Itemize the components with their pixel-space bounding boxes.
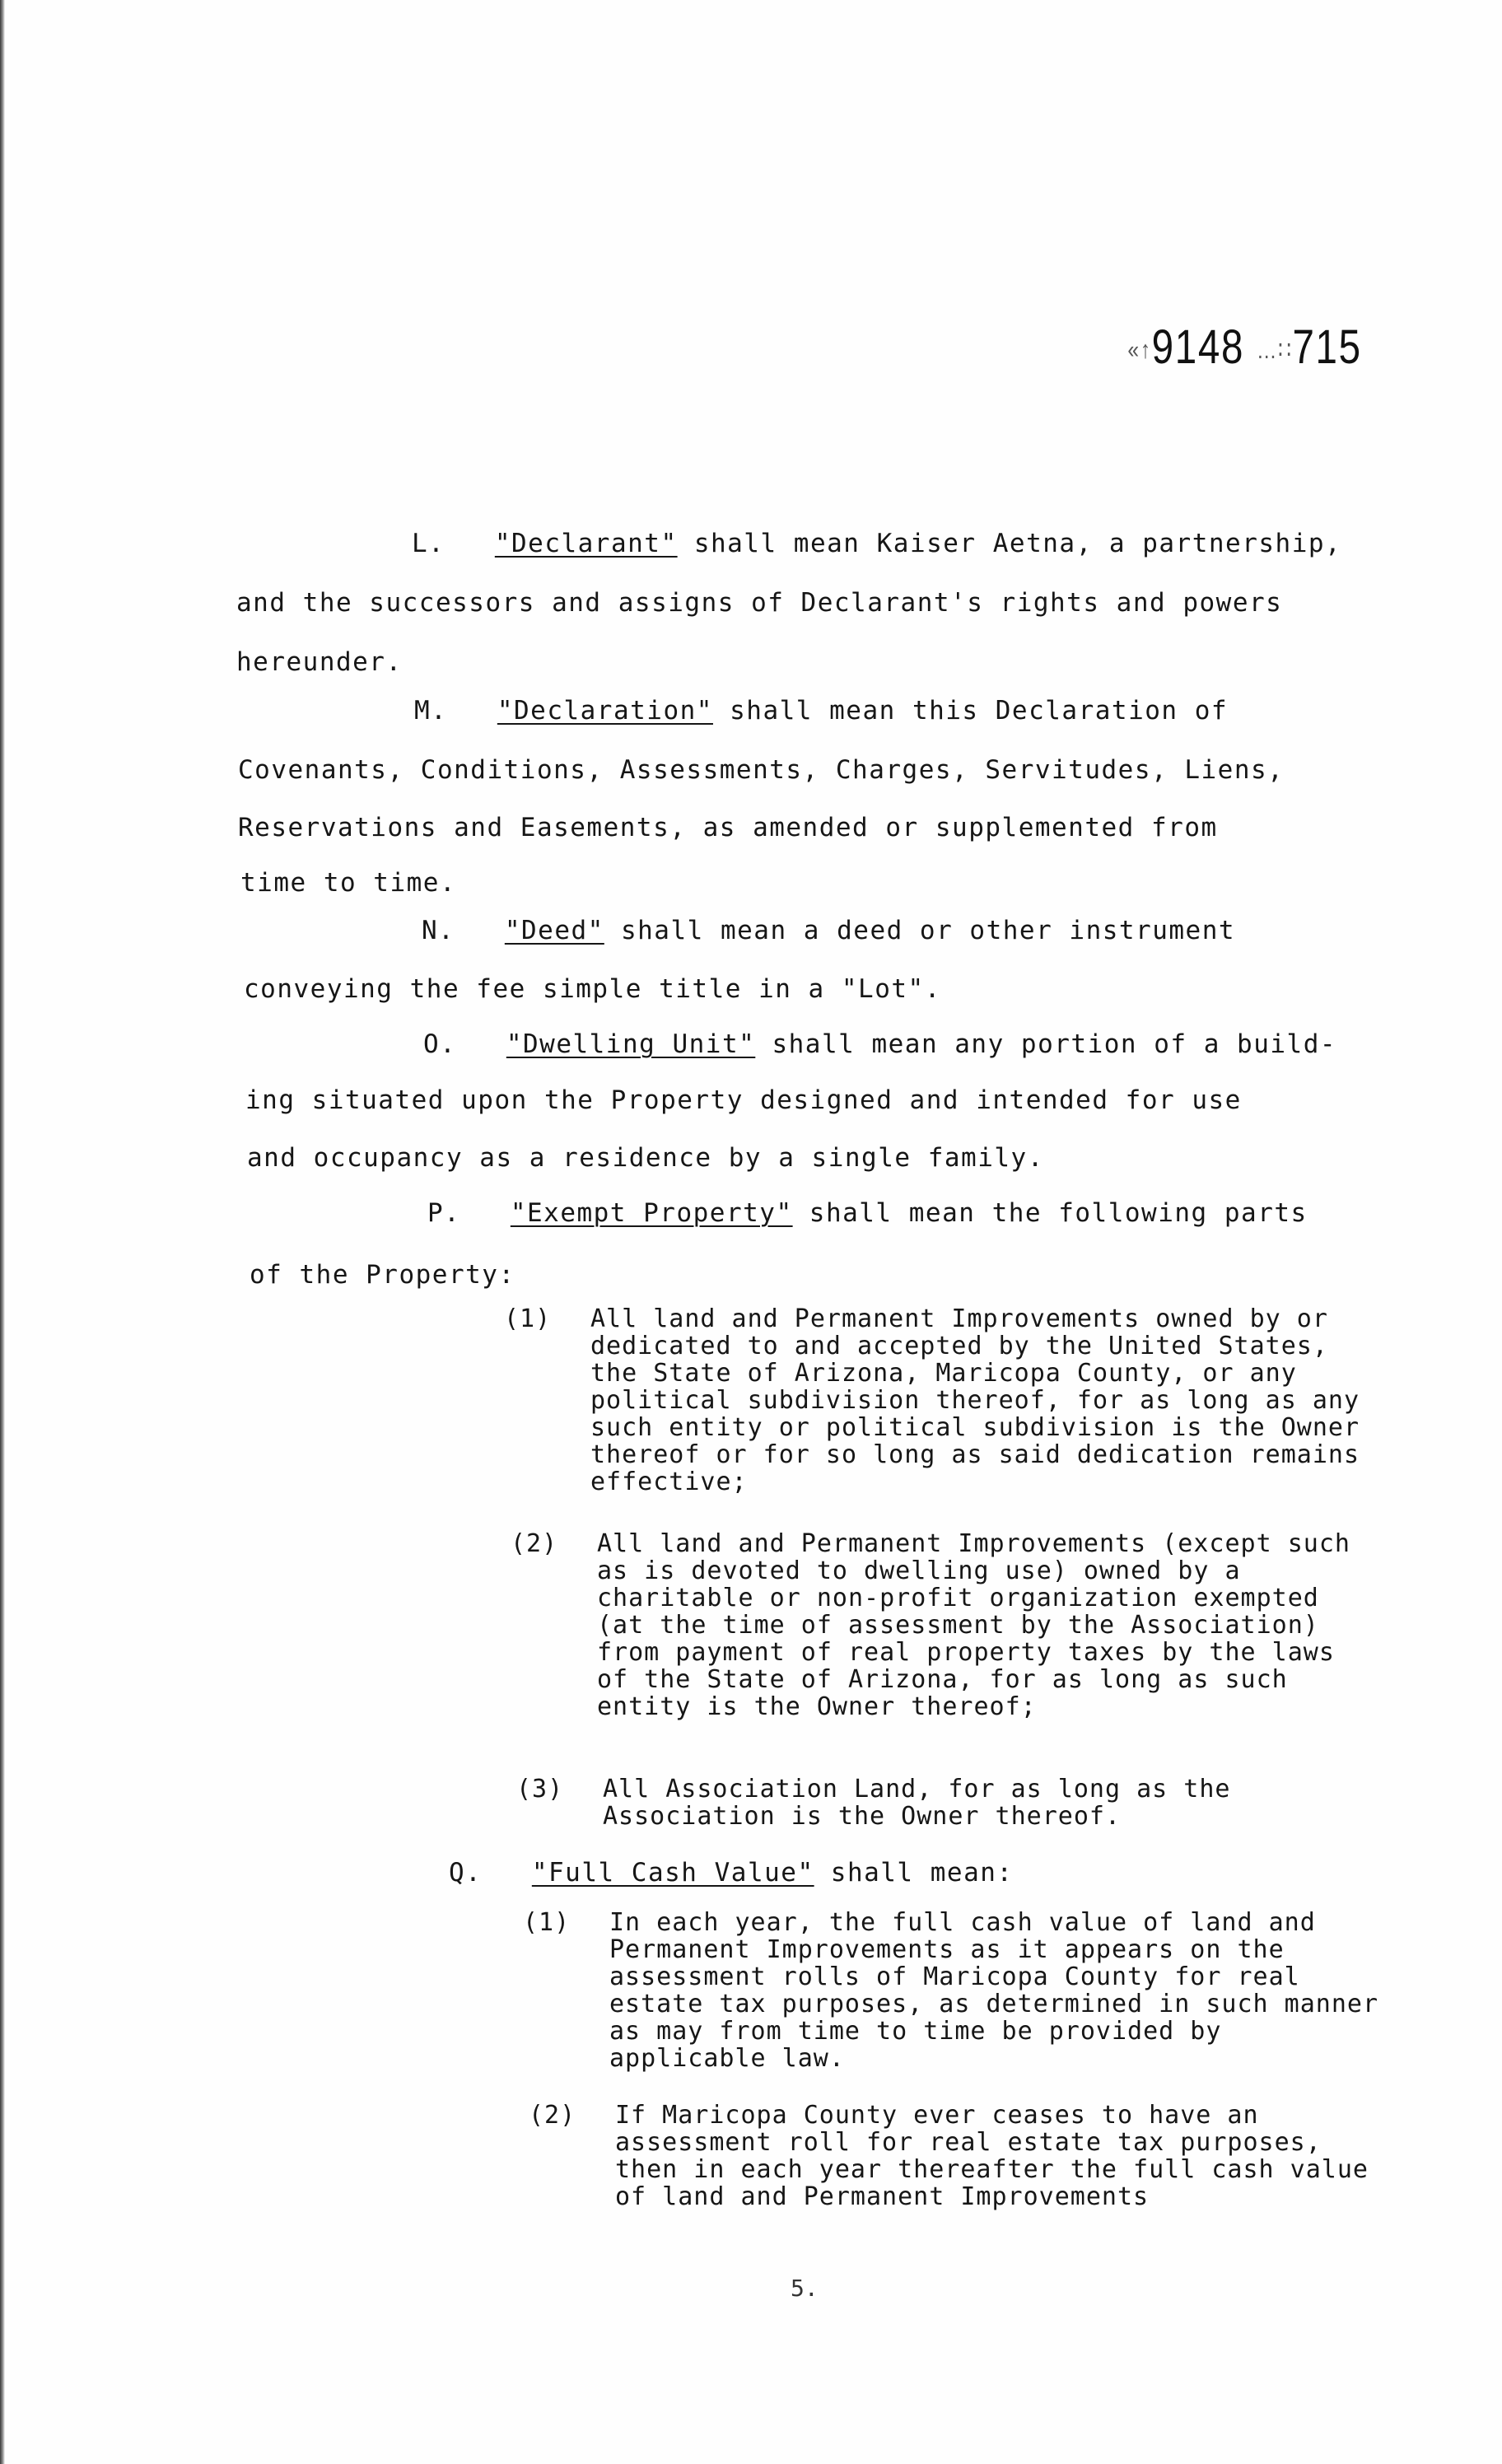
- def-l-text1: shall mean Kaiser Aetna, a partnership,: [693, 529, 1342, 558]
- def-m-text1: shall mean this Declaration of: [730, 696, 1229, 726]
- def-q-letter: Q.: [449, 1858, 483, 1888]
- def-l-line1: [412, 527, 1341, 560]
- def-o-line3: and occupancy as a residence by a single family.: [247, 1143, 1044, 1173]
- scan-edge: [0, 0, 5, 2464]
- def-p-line2: of the Property:: [250, 1260, 515, 1290]
- def-n-text1: shall mean a deed or other instrument: [620, 916, 1236, 945]
- stamp-separator: …∷: [1257, 337, 1293, 365]
- def-n-line1: [422, 914, 1235, 947]
- def-p-line1: [427, 1197, 1308, 1230]
- def-p-item-1-num: (1): [504, 1304, 552, 1333]
- def-p-item-2-text: All land and Permanent Improvements (except such as is devoted to dwelling use) owned by a charitable or non-profit organization exempted (at the time of assessment by the Association) from payment of real property taxes by the laws of the State of Arizona, for as long as such entity is the Owner thereof;: [597, 1529, 1350, 1721]
- def-q-line1: [449, 1856, 1014, 1889]
- def-q-text1: shall mean:: [830, 1858, 1014, 1888]
- stamp-prefix: «↑: [1127, 336, 1152, 364]
- def-n-line2: conveying the fee simple title in a "Lot".: [244, 974, 941, 1004]
- def-o-letter: O.: [423, 1029, 457, 1059]
- def-l-line2: and the successors and assigns of Declarant's rights and powers: [236, 588, 1283, 618]
- def-l-letter: L.: [412, 529, 445, 558]
- def-p-letter: P.: [427, 1198, 461, 1228]
- def-q-item-2-text: If Maricopa County ever ceases to have an assessment roll for real estate tax purposes, then in each year thereafter the full cash value of land and Permanent Improvements: [615, 2101, 1369, 2211]
- def-l-term: "Declarant": [494, 529, 678, 558]
- stamp-book-number: 9148: [1151, 320, 1245, 374]
- def-p-item-3-num: (3): [516, 1775, 564, 1804]
- def-m-term: "Declaration": [497, 696, 713, 726]
- def-m-line3: Reservations and Easements, as amended or supplemented from: [238, 813, 1218, 842]
- def-p-item-2-num: (2): [511, 1529, 558, 1558]
- def-o-line2: ing situated upon the Property designed and intended for use: [245, 1085, 1242, 1115]
- def-m-line1: [414, 694, 1228, 727]
- def-o-line1: [423, 1028, 1336, 1061]
- page-number: 5.: [791, 2275, 819, 2302]
- def-p-item-1-text: All land and Permanent Improvements owned by or dedicated to and accepted by the United States, the State of Arizona, Maricopa County, or any political subdivision thereof, for as long as any such entity or political subdivision is the Owner thereof or for so long as said dedication remains effective;: [590, 1304, 1360, 1496]
- def-p-text1: shall mean the following parts: [809, 1198, 1308, 1228]
- def-l-line3: hereunder.: [236, 647, 403, 677]
- def-m-line4: time to time.: [240, 868, 457, 898]
- def-m-line2: Covenants, Conditions, Assessments, Charges, Servitudes, Liens,: [238, 755, 1285, 785]
- def-m-letter: M.: [414, 696, 448, 726]
- def-o-term: "Dwelling Unit": [506, 1029, 756, 1059]
- def-q-term: "Full Cash Value": [531, 1858, 814, 1888]
- def-n-letter: N.: [422, 916, 455, 945]
- def-q-item-1-num: (1): [523, 1908, 571, 1937]
- book-page-stamp: [1128, 320, 1362, 375]
- def-p-item-3-text: All Association Land, for as long as the Association is the Owner thereof.: [603, 1775, 1231, 1831]
- def-q-item-2-num: (2): [529, 2101, 576, 2130]
- def-o-text1: shall mean any portion of a build-: [772, 1029, 1337, 1059]
- def-p-term: "Exempt Property": [510, 1198, 793, 1228]
- def-q-item-1-text: In each year, the full cash value of land and Permanent Improvements as it appears on the assessment rolls of Maricopa County for real estate tax purposes, as determined in such manner as may from time to time be provided by applicable law.: [609, 1908, 1379, 2073]
- def-n-term: "Deed": [504, 916, 604, 945]
- stamp-page-number: 715: [1292, 320, 1362, 374]
